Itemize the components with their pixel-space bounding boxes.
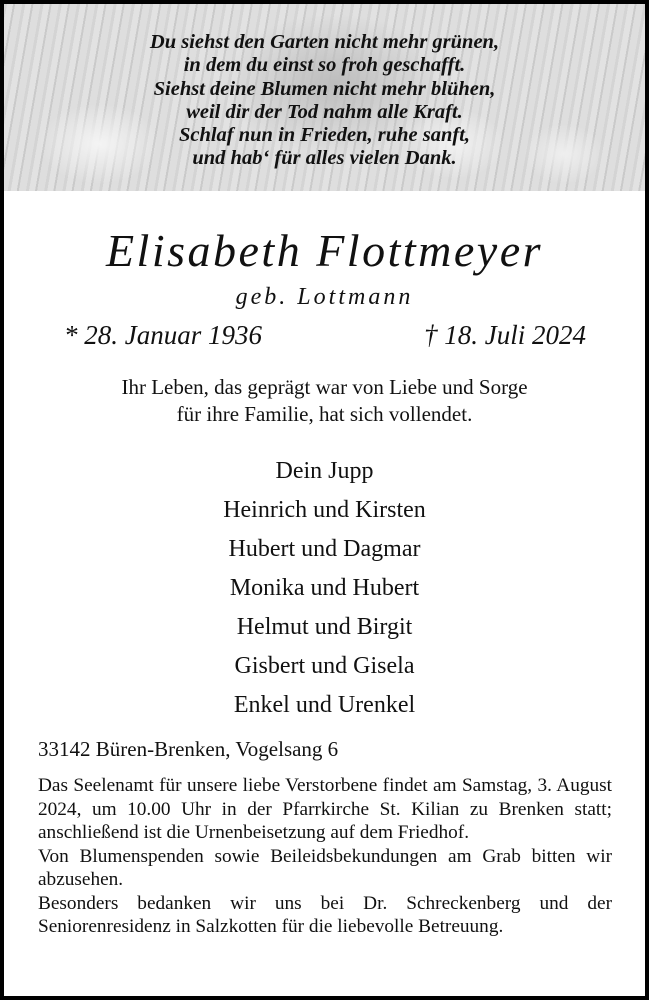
family-member: Heinrich und Kirsten <box>223 497 426 523</box>
death-date: † 18. Juli 2024 <box>424 320 586 350</box>
family-member: Dein Jupp <box>275 458 374 484</box>
paragraph-service: Das Seelenamt für unsere liebe Verstorbene findet am Samstag, 3. August 2024, um 10.00 Uhr in der Pfarrkirche St. Kilian zu Brenken statt; anschließend ist die Urnenbeisetzung auf dem Friedhof. <box>38 775 612 843</box>
poem-banner <box>4 4 645 191</box>
maiden-name: geb. Lottmann <box>235 284 414 310</box>
family-list <box>4 452 645 725</box>
poem-line: Du siehst den Garten nicht mehr grünen, <box>149 31 500 53</box>
family-member: Hubert und Dagmar <box>228 536 421 562</box>
family-member: Monika und Hubert <box>229 575 420 601</box>
family-member: Helmut und Birgit <box>236 614 413 640</box>
poem-line: Siehst deine Blumen nicht mehr blühen, <box>153 77 496 100</box>
intro-line: Ihr Leben, das geprägt war von Liebe und Sorge <box>121 375 528 399</box>
poem-line: weil dir der Tod nahm alle Kraft. <box>186 100 463 123</box>
family-member: Gisbert und Gisela <box>234 653 415 679</box>
intro-line: für ihre Familie, hat sich vollendet. <box>176 402 473 426</box>
notice-body <box>38 774 612 939</box>
intro-text <box>4 374 645 428</box>
family-member: Enkel und Urenkel <box>233 692 416 718</box>
address: 33142 Büren-Brenken, Vogelsang 6 <box>38 737 339 761</box>
poem-line: Schlaf nun in Frieden, ruhe sanft, <box>178 124 471 147</box>
paragraph-flowers: Von Blumenspenden sowie Beileidsbekundungen am Grab bitten wir abzusehen. <box>38 845 612 890</box>
deceased-name: Elisabeth Flottmeyer <box>105 225 544 276</box>
poem-line: in dem du einst so froh geschafft. <box>183 54 466 77</box>
birth-date: * 28. Januar 1936 <box>64 320 262 350</box>
paragraph-thanks: Besonders bedanken wir uns bei Dr. Schreckenberg und der Seniorenresidenz in Salzkotten für die liebevolle Betreuung. <box>38 892 612 937</box>
poem-line: und hab‘ für alles vielen Dank. <box>192 147 457 170</box>
